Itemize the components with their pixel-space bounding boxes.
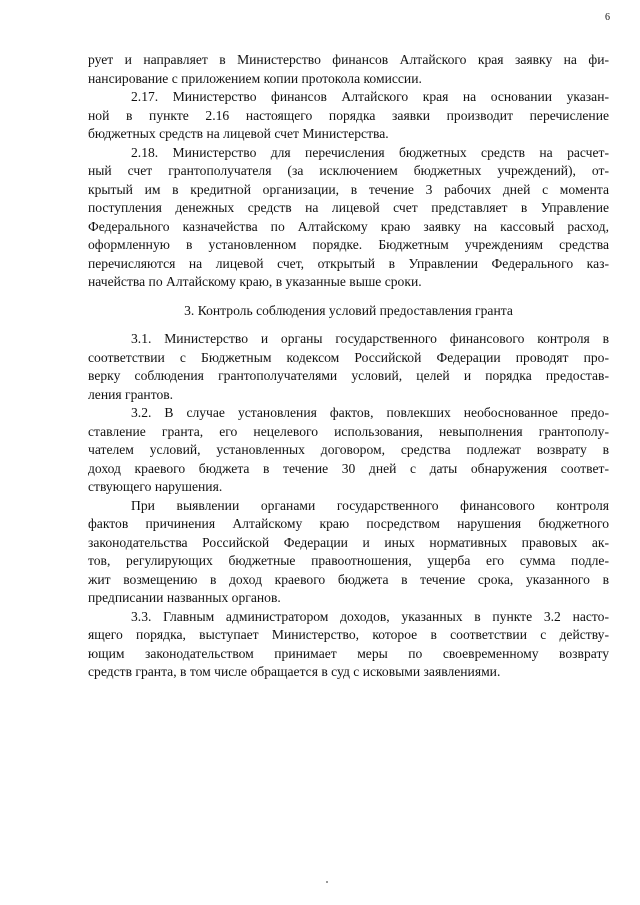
text-line: ставление гранта, его нецелевого использования, невыполнения грантополу- — [88, 423, 609, 439]
paragraph — [88, 608, 609, 682]
text-line: 2.18. Министерство для перечисления бюджетных средств на расчет- — [131, 144, 609, 160]
text-line: чателем условий, установленных договором, средства подлежат возврату в — [88, 442, 609, 457]
text-line: тов, регулирующих бюджетные правоотношения, ущерба его сумма подле- — [88, 553, 609, 568]
paragraph — [88, 330, 609, 404]
paragraph — [88, 51, 609, 88]
text-line: бюджетных средств на лицевой счет Министерства. — [88, 126, 389, 141]
document-body — [88, 51, 609, 682]
text-line: перечисляются на лицевой счет, открытый в Управлении Федерального каз- — [88, 255, 609, 271]
text-line: ной в пункте 2.16 настоящего порядка заявки производит перечисление — [88, 107, 609, 123]
text-line: 3.1. Министерство и органы государственного финансового контроля в — [131, 331, 609, 346]
text-line: ящего порядка, выступает Министерство, которое в соответствии с действу- — [88, 627, 609, 642]
text-line: предписании названных органов. — [88, 590, 281, 605]
text-line: ствующего нарушения. — [88, 479, 223, 494]
text-line: При выявлении органами государственного финансового контроля — [131, 497, 609, 513]
text-line: ления грантов. — [88, 386, 174, 402]
text-line: верку соблюдения грантополучателями условий, целей и порядка предостав- — [88, 368, 609, 383]
text-line: поступления денежных средств на лицевой счет представляет в Управление — [88, 200, 609, 215]
text-line: рует и направляет в Министерство финансов Алтайского края заявку на фи- — [88, 52, 609, 67]
page-number: 6 — [605, 12, 610, 23]
text-line: ный счет грантополучателя (за исключением бюджетных учреждений), от- — [88, 163, 609, 178]
text-line: крытый им в кредитной организации, в течение 3 рабочих дней с момента — [88, 181, 609, 197]
scan-speck — [326, 881, 328, 883]
text-line: фактов причинения Алтайскому краю посредством нарушения бюджетного — [88, 516, 609, 531]
text-line: начейства по Алтайскому краю, в указанные выше сроки. — [88, 274, 422, 289]
paragraph — [88, 497, 609, 608]
paragraph — [88, 404, 609, 497]
text-line: 3.2. В случае установления фактов, повлекших необоснованное предо- — [131, 405, 609, 420]
text-line: 2.17. Министерство финансов Алтайского края на основании указан- — [131, 89, 609, 104]
text-line: законодательства Российской Федерации и иных нормативных правовых ак- — [88, 534, 609, 550]
text-line: соответствии с Бюджетным кодексом Российской Федерации проводят про- — [88, 349, 609, 365]
text-line: нансирование с приложением копии протокола комиссии. — [88, 70, 422, 86]
text-line: ющим законодательством принимает меры по своевременному возврату — [88, 645, 609, 661]
text-line: средств гранта, в том числе обращается в суд с исковыми заявлениями. — [88, 664, 501, 679]
text-line: 3.3. Главным администратором доходов, указанных в пункте 3.2 насто- — [131, 608, 609, 624]
paragraph — [88, 88, 609, 144]
paragraph — [88, 144, 609, 292]
text-line: доход краевого бюджета в течение 30 дней с даты обнаружения соответ- — [88, 460, 609, 476]
text-line: жит возмещению в доход краевого бюджета в течение срока, указанного в — [88, 571, 609, 587]
text-line: Федерального казначейства по Алтайскому краю заявку на кассовый расход, — [88, 218, 609, 234]
text-line: оформленную в установленном порядке. Бюджетным учреждениям средства — [88, 237, 609, 252]
section-heading: 3. Контроль соблюдения условий предоставления гранта — [184, 302, 513, 318]
